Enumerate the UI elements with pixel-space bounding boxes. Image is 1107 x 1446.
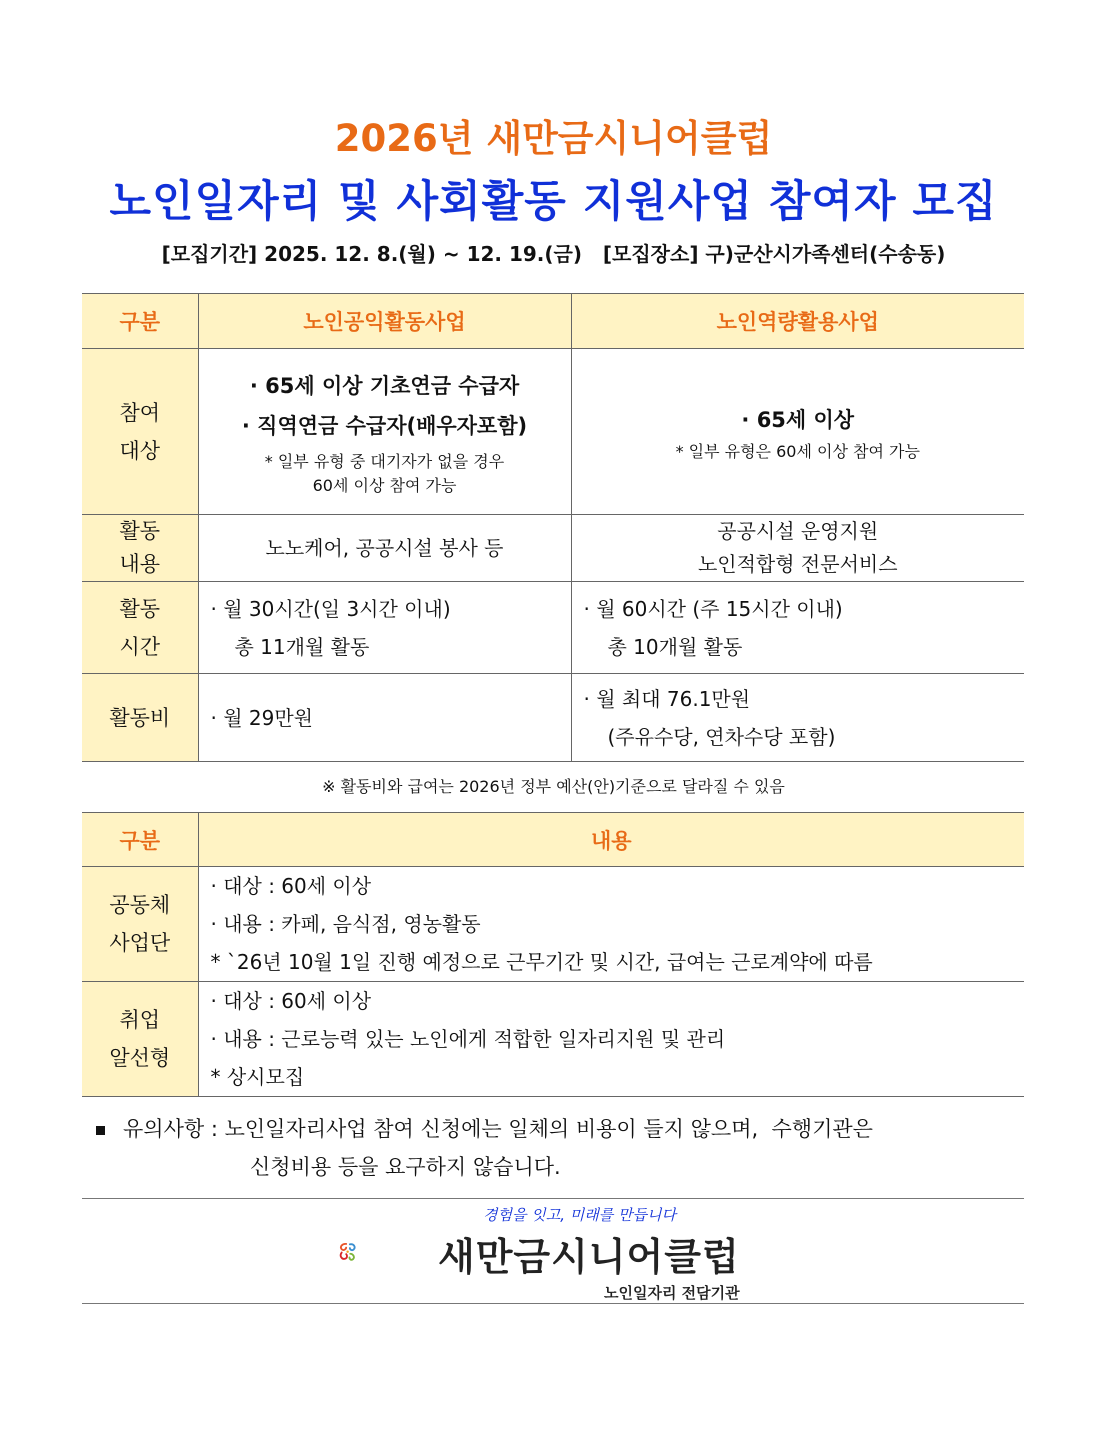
page-title: 노인일자리 및 사회활동 지원사업 참여자 모집: [109, 177, 998, 227]
header-category-2: 구분: [82, 813, 198, 867]
recruitment-period: [모집기간] 2025. 12. 8.(월) ~ 12. 19.(금) [모집장소] 구)군산시가족센터(수송동): [161, 242, 946, 266]
capacity-time-cell: · 월 60시간 (주 15시간 이내) 총 10개월 활동: [571, 582, 1024, 674]
pay-note: ※ 활동비와 급여는 2026년 정부 예산(안)기준으로 달라질 수 있음: [322, 777, 785, 796]
capacity-pay-cell: · 월 최대 76.1만원 (주유수당, 연차수당 포함): [571, 674, 1024, 762]
divider: [82, 1198, 1024, 1199]
table-row: [82, 674, 1024, 762]
header-category: 구분: [82, 294, 198, 349]
row-label-time: 활동 시간: [82, 582, 198, 674]
divider: [82, 1303, 1024, 1304]
public-target-cell: · 65세 이상 기초연금 수급자 · 직역연금 수급자(배우자포함) * 일부 유형 중 대기자가 없을 경우 60세 이상 참여 가능: [198, 349, 571, 515]
capacity-target-cell: · 65세 이상 * 일부 유형은 60세 이상 참여 가능: [571, 349, 1024, 515]
table-row: [82, 982, 1024, 1097]
public-time-cell: · 월 30시간(일 3시간 이내) 총 11개월 활동: [198, 582, 571, 674]
table-row: [82, 349, 1024, 515]
header-public-activity: 노인공익활동사업: [198, 294, 571, 349]
row-label-target: 참여 대상: [82, 349, 198, 515]
community-content-cell: · 대상 : 60세 이상 · 내용 : 카페, 음식점, 영농활동 * `26년 10월 1일 진행 예정으로 근무기간 및 시간, 급여는 근로계약에 따름: [198, 867, 1024, 982]
row-label-pay: 활동비: [82, 674, 198, 762]
public-pay-cell: · 월 29만원: [198, 674, 571, 762]
table-row: [82, 582, 1024, 674]
header-capacity-activity: 노인역량활용사업: [571, 294, 1024, 349]
capacity-content-cell: 공공시설 운영지원 노인적합형 전문서비스: [571, 515, 1024, 582]
clover-logo-icon: [338, 1207, 428, 1297]
caution-note: 유의사항 : 노인일자리사업 참여 신청에는 일체의 비용이 들지 않으며, 수행기관은 신청비용 등을 요구하지 않습니다.: [96, 1110, 873, 1186]
logo-subtitle: 노인일자리 전담기관: [604, 1284, 740, 1302]
table-row: [82, 515, 1024, 582]
header-content: 내용: [198, 813, 1024, 867]
row-label-community: 공동체 사업단: [82, 867, 198, 982]
program-table: [82, 293, 1024, 762]
extra-program-table: [82, 812, 1024, 1097]
row-label-content: 활동 내용: [82, 515, 198, 582]
title-year: 2026년 새만금시니어클럽: [334, 117, 773, 160]
logo-name: 새만금시니어클럽: [438, 1235, 740, 1279]
row-label-employment: 취업 알선형: [82, 982, 198, 1097]
public-content-cell: 노노케어, 공공시설 봉사 등: [198, 515, 571, 582]
table-row: [82, 867, 1024, 982]
employment-content-cell: · 대상 : 60세 이상 · 내용 : 근로능력 있는 노인에게 적합한 일자리지원 및 관리 * 상시모집: [198, 982, 1024, 1097]
bullet-square-icon: [96, 1126, 105, 1135]
logo-tagline: 경험을 잇고, 미래를 만듭니다: [483, 1206, 676, 1224]
